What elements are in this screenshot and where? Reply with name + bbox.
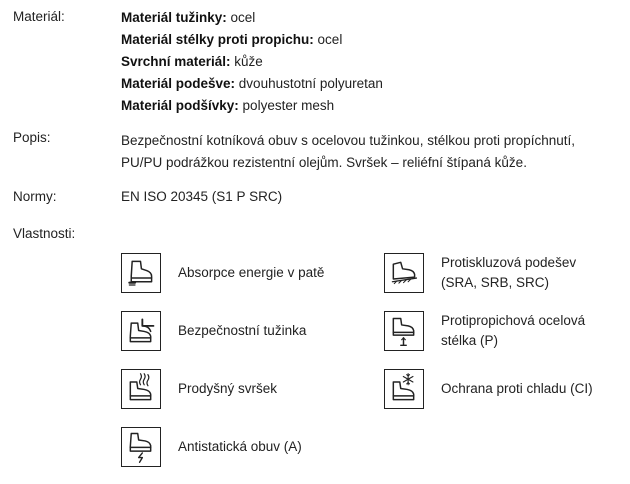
boot-antistatic-icon	[121, 427, 161, 467]
material-item-value: ocel	[226, 10, 256, 25]
properties-label: Vlastnosti:	[13, 226, 76, 241]
feature-subtext: (SRA, SRB, SRC)	[441, 275, 550, 290]
boot-breathable-icon	[121, 369, 161, 409]
material-label: Materiál:	[13, 9, 65, 24]
material-item-key: Materiál tužinky:	[121, 10, 227, 25]
standards-value: EN ISO 20345 (S1 P SRC)	[121, 189, 283, 204]
feature-item	[384, 369, 624, 413]
material-item	[121, 9, 622, 31]
material-item-value: kůže	[230, 54, 263, 69]
material-item-key: Svrchní materiál:	[121, 54, 231, 69]
feature-text: Ochrana proti chladu (CI)	[441, 381, 593, 396]
material-item-key: Materiál podešve:	[121, 76, 236, 91]
material-list	[121, 9, 622, 119]
feature-item	[384, 311, 624, 355]
material-item	[121, 97, 622, 119]
material-item	[121, 75, 622, 97]
feature-item	[384, 253, 624, 297]
boot-shock-absorption-icon	[121, 253, 161, 293]
feature-text: Bezpečnostní tužinka	[178, 323, 307, 338]
material-item-value: dvouhustotní polyuretan	[235, 76, 383, 91]
material-item-value: polyester mesh	[238, 98, 335, 113]
material-item	[121, 31, 622, 53]
boot-safety-toecap-icon	[121, 311, 161, 351]
description-line: Bezpečnostní kotníková obuv s ocelovou tužinkou, stélkou proti propíchnutí,	[121, 133, 576, 148]
feature-text: Prodyšný svršek	[178, 381, 278, 396]
boot-cold-insulation-icon	[384, 369, 424, 409]
feature-text: Protipropichová ocelová	[441, 313, 586, 328]
feature-item	[121, 369, 371, 413]
description-line: PU/PU podrážkou rezistentní olejům. Svršek – reliéfní štípaná kůže.	[121, 155, 527, 170]
feature-text: Antistatická obuv (A)	[178, 439, 302, 454]
feature-item	[121, 427, 371, 471]
feature-item	[121, 311, 371, 355]
material-item-value: ocel	[313, 32, 343, 47]
feature-item	[121, 253, 371, 297]
boot-puncture-resistant-icon	[384, 311, 424, 351]
material-item	[121, 53, 622, 75]
material-item-key: Materiál podšívky:	[121, 98, 239, 113]
boot-non-slip-sole-icon	[384, 253, 424, 293]
feature-subtext: stélka (P)	[441, 333, 499, 348]
standards-label: Normy:	[13, 189, 57, 204]
description-label: Popis:	[13, 130, 51, 145]
description-text	[121, 130, 622, 174]
feature-text: Absorpce energie v patě	[178, 265, 325, 280]
material-item-key: Materiál stélky proti propichu:	[121, 32, 314, 47]
feature-text: Protiskluzová podešev	[441, 255, 577, 270]
